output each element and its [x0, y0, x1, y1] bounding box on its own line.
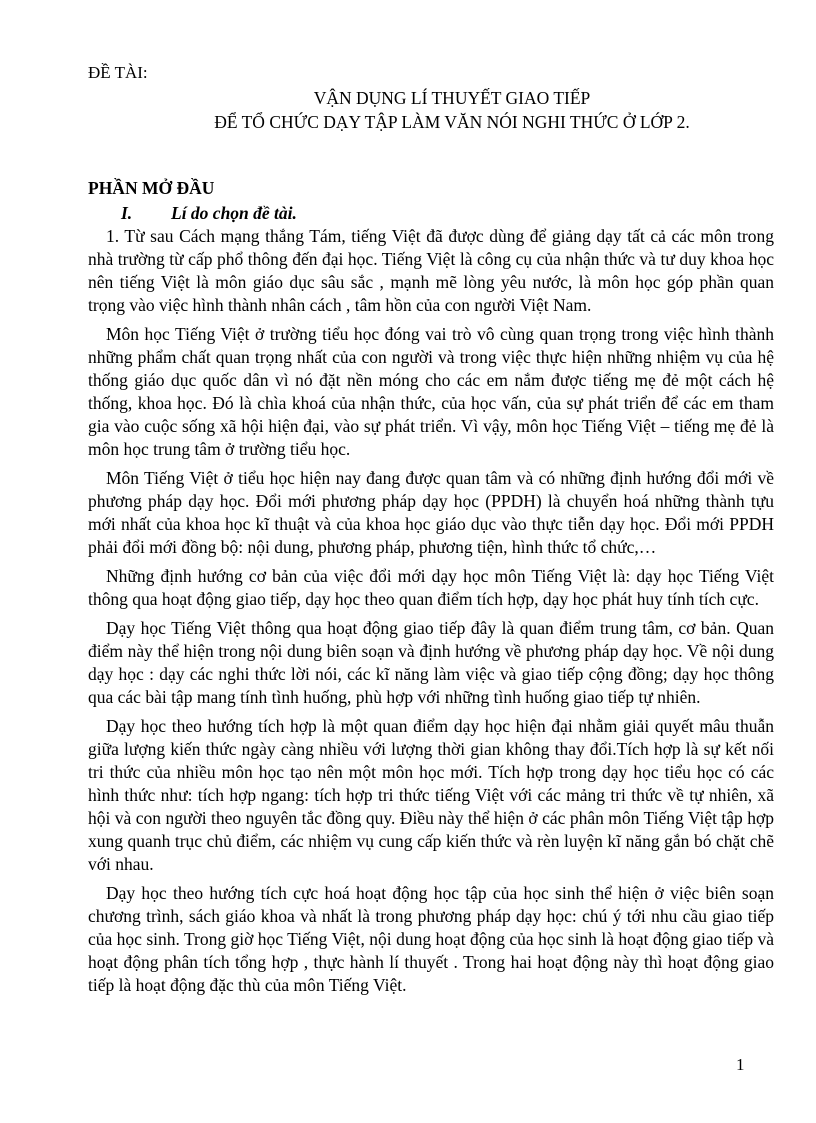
paragraph: Dạy học theo hướng tích hợp là một quan điểm dạy học hiện đại nhằm giải quyết mâu thuẫn giữa lượng kiến thức ngày càng nhiều với lượng thời gian không thay đổi.Tích hợp là sự kết nối tri thức của nhiều môn học tạo nên một môn học mới. Tích hợp trong dạy học tiểu học có các hình thức như: tích hợp ngang: tích hợp tri thức tiếng Việt với các mảng tri thức về tự nhiên, xã hội và con người theo nguyên tắc đồng quy. Điều này thể hiện ở các phân môn Tiếng Việt tập hợp xung quanh trục chủ điểm, các nhiệm vụ cung cấp kiến thức và rèn luyện kĩ năng gắn bó chặt chẽ với nhau.	[88, 716, 774, 874]
body-text	[88, 225, 774, 1003]
paragraph: Dạy học Tiếng Việt thông qua hoạt động giao tiếp đây là quan điểm trung tâm, cơ bản. Quan điểm này thể hiện trong nội dung biên soạn và định hướng về phương pháp dạy học. Về nội dung dạy học : dạy các nghi thức lời nói, các kĩ năng làm việc và giao tiếp cộng đồng; dạy học thông qua các bài tập mang tính tình huống, phù hợp với những tình huống giao tiếp tự nhiên.	[88, 618, 774, 707]
subsection-title: Lí do chọn đề tài.	[171, 203, 297, 223]
document-title	[88, 86, 816, 134]
paragraph: Những định hướng cơ bản của việc đổi mới dạy học môn Tiếng Việt là: dạy học Tiếng Việt thông qua hoạt động giao tiếp, dạy học theo quan điểm tích hợp, dạy học phát huy tính tích cực.	[88, 566, 774, 609]
paragraph: Môn Tiếng Việt ở tiểu học hiện nay đang được quan tâm và có những định hướng đổi mới về phương pháp dạy học. Đổi mới phương pháp dạy học (PPDH) là chuyển hoá những thành tựu mới nhất của khoa học kĩ thuật và của khoa học giáo dục vào thực tiễn dạy học. Đổi mới PPDH phải đổi mới đồng bộ: nội dung, phương pháp, phương tiện, hình thức tổ chức,…	[88, 468, 774, 557]
page-number: 1	[736, 1055, 745, 1074]
title-line: VẬN DỤNG LÍ THUYẾT GIAO TIẾP	[313, 88, 591, 108]
paragraph: Môn học Tiếng Việt ở trường tiểu học đóng vai trò vô cùng quan trọng trong việc hình thành những phẩm chất quan trọng nhất của con người và trong việc thực hiện những nhiệm vụ của hệ thống giáo dục quốc dân vì nó đặt nền móng cho các em nắm được tiếng mẹ đẻ một cách hệ thống, khoa học. Đó là chìa khoá của nhận thức, của học vấn, của sự phát triển để các em tham gia vào cuộc sống xã hội hiện đại, vào sự phát triển. Vì vậy, môn học Tiếng Việt – tiếng mẹ đẻ là môn học trung tâm ở trường tiểu học.	[88, 324, 774, 459]
paragraph: 1. Từ sau Cách mạng thắng Tám, tiếng Việt đã được dùng để giảng dạy tất cả các môn trong nhà trường từ cấp phổ thông đến đại học. Tiếng Việt là công cụ của nhận thức và tư duy khoa học nên tiếng Việt là môn giáo dục sâu sắc , mạnh mẽ lòng yêu nước, là môn học góp phần quan trọng vào việc hình thành nhân cách , tâm hồn của con người Việt Nam.	[88, 226, 774, 315]
paragraph: Dạy học theo hướng tích cực hoá hoạt động học tập của học sinh thể hiện ở việc biên soạn chương trình, sách giáo khoa và nhất là trong phương pháp dạy học: chú ý tới nhu cầu giao tiếp của học sinh. Trong giờ học Tiếng Việt, nội dung hoạt động của học sinh là hoạt động giao tiếp và hoạt động phân tích tổng hợp , thực hành lí thuyết . Trong hai hoạt động này thì hoạt động giao tiếp là hoạt động đặc thù của môn Tiếng Việt.	[88, 883, 774, 995]
section-heading: PHẦN MỞ ĐẦU	[88, 178, 215, 198]
topic-label: ĐỀ TÀI:	[88, 63, 148, 82]
subsection-number: I.	[121, 203, 133, 223]
title-line: ĐỂ TỔ CHỨC DẠY TẬP LÀM VĂN NÓI NGHI THỨC Ở LỚP 2.	[214, 112, 690, 132]
subsection-heading	[121, 201, 297, 225]
